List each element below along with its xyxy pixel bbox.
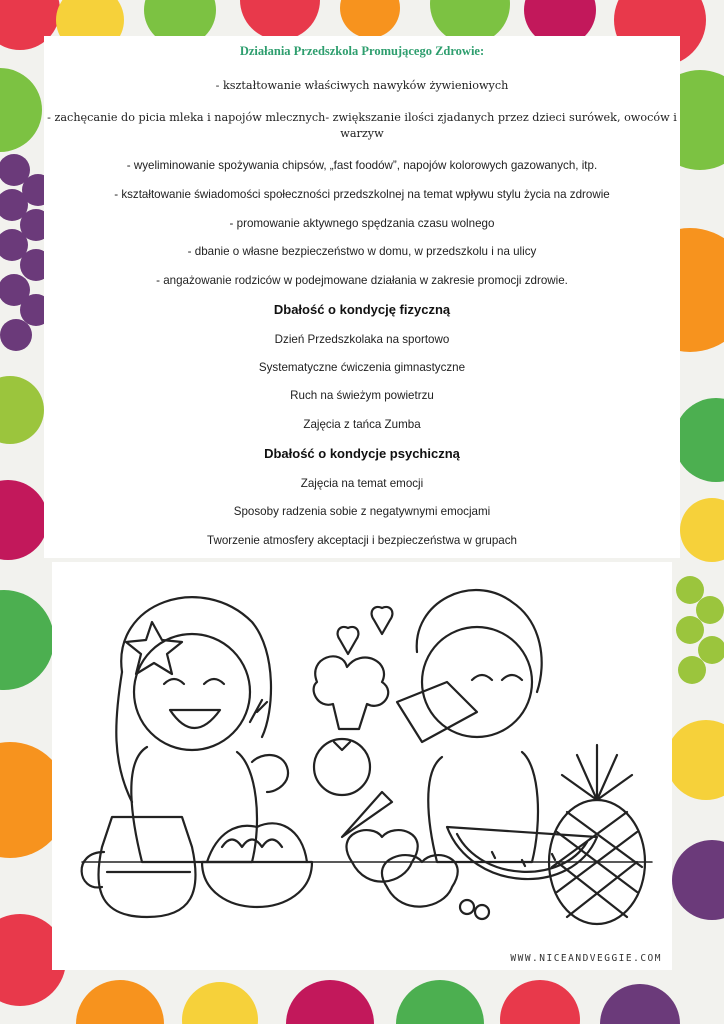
milk-jug-drawing — [82, 817, 196, 917]
mental-item: Sposoby radzenia sobie z negatywnymi emocjami — [233, 505, 491, 518]
mental-section-heading: Dbałość o kondycje psychiczną — [264, 446, 460, 461]
boy-drawing — [397, 590, 542, 862]
apples-drawing — [346, 830, 489, 919]
text-panel — [44, 36, 680, 558]
mental-item: Zajęcia na temat emocji — [300, 477, 424, 490]
physical-item: Zajęcia z tańca Zumba — [303, 418, 421, 431]
action-item: - dbanie o własne bezpieczeństwo w domu, w przedszkolu i na ulicy — [187, 245, 537, 258]
watermelon-slice-drawing — [447, 827, 597, 879]
action-item: - wyeliminowanie spożywania chipsów, „fast foodów”, napojów kolorowych gazowanych, itp. — [126, 159, 598, 172]
document-title: Działania Przedszkola Promującego Zdrowie: — [239, 44, 485, 58]
girl-drawing — [116, 597, 288, 862]
action-item: warzyw — [340, 127, 384, 140]
sandwich-icon — [397, 682, 477, 742]
illustration-credit: WWW.NICEANDVEGGIE.COM — [510, 953, 662, 964]
physical-section-heading: Dbałość o kondycję fizyczną — [273, 302, 451, 317]
action-item: - angażowanie rodziców w podejmowane działania w zakresie promocji zdrowie. — [156, 274, 568, 287]
action-item: - kształtowanie świadomości społeczności przedszkolnej na temat wpływu stylu życia na zdrowie — [114, 188, 610, 201]
action-item: - zachęcanie do picia mleka i napojów mlecznych- zwiększanie ilości zjadanych przez dzieci surówek, owoców i — [47, 111, 677, 124]
vegetables-drawing — [314, 607, 393, 837]
physical-item: Systematyczne ćwiczenia gimnastyczne — [258, 361, 466, 374]
physical-item: Dzień Przedszkolaka na sportowo — [274, 333, 450, 346]
action-item: - promowanie aktywnego spędzania czasu wolnego — [229, 217, 495, 230]
physical-item: Ruch na świeżym powietrzu — [290, 389, 434, 402]
action-item: - kształtowanie właściwych nawyków żywieniowych — [215, 79, 509, 92]
illustration-panel — [52, 562, 672, 970]
mental-item: Tworzenie atmosfery akceptacji i bezpieczeństwa w grupach — [207, 534, 517, 547]
